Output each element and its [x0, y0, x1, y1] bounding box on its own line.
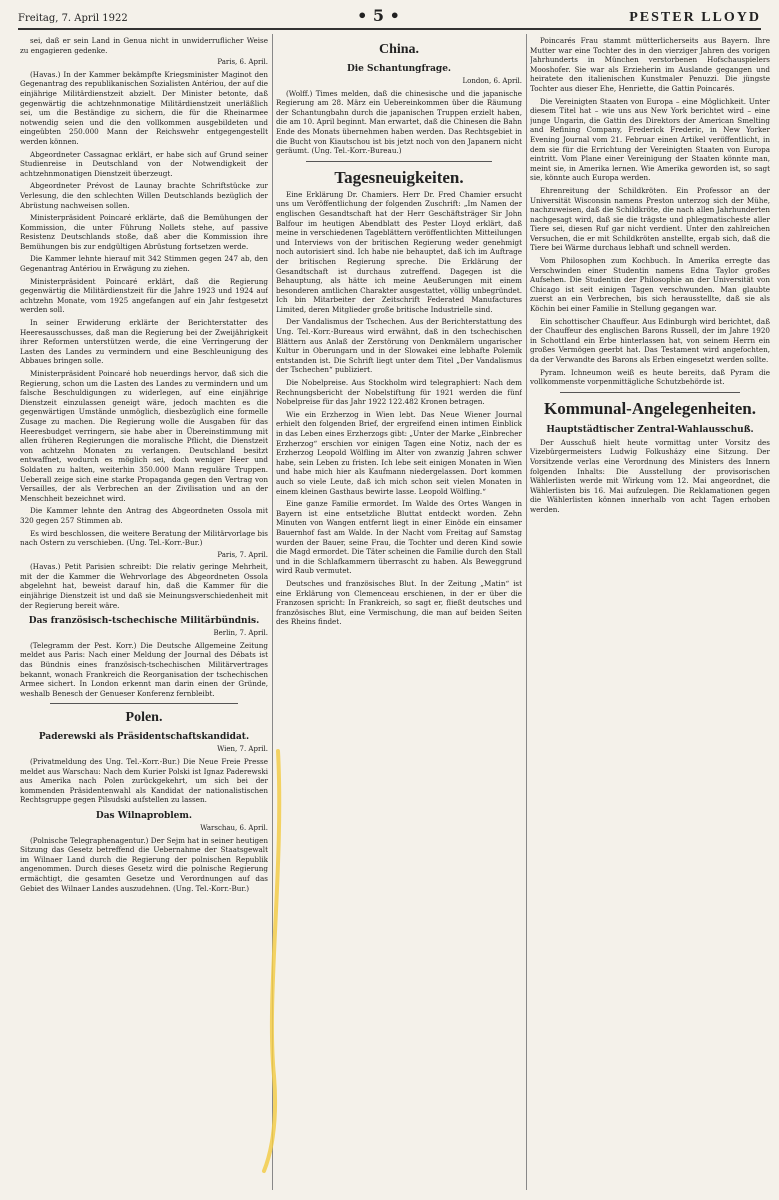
column-3 — [530, 36, 770, 1188]
article-paragraph: (Havas.) Petit Parisien schreibt: Die relativ geringe Mehrheit, mit der die Kammer die Wehrvorlage des Abgeordneten Ossola abgelehnt hat, beweist darauf hin, daß die Kammer für die einjährige Dienstzeit ist und daß sie Meinungsverschiedenheit mit der Regierung bereit wäre. — [20, 562, 268, 610]
article-paragraph: Abgeordneter Prévost de Launay brachte Schriftstücke zur Verlesung, die den schlechten Willen Deutschlands bezüglich der Abrüstung nachweisen sollen. — [20, 181, 268, 210]
article-paragraph: Der Ausschuß hielt heute vormittag unter Vorsitz des Vizebürgermeisters Ludwig Folkusházy eine Sitzung. Der Vorsitzende verlas eine Verordnung des Ministers des Innern folgenden Inhalts: Die Ausstellung der provisorischen Wählerlisten werde mit Wirkung vom 12. Mai angeordnet, die Wählerlisten bis 16. Mai aufzulegen. Die Reklamationen gegen die Wählerlisten können innerhalb von acht Tagen erhoben werden. — [530, 437, 770, 514]
article-paragraph: Ein schottischer Chauffeur. Aus Edinburgh wird berichtet, daß der Chauffeur des englischen Barons Russell, der im Jahre 1920 in Schottland ein Erbe hinterlassen hat, von seinem Herrn ein großes Vermögen geerbt hat. Das Testament wird angefochten, da der Verwandte des Barons als Erben eingesetzt werden sollte. — [530, 316, 770, 364]
article-paragraph: (Havas.) In der Kammer bekämpfte Kriegsminister Maginot den Gegenantrag des republikanischen Sozialisten Antériou, der auf die einjährige Militärdienstzeit abzielt. Der Minister betonte, daß gegenwärtig die achtzehnmonatige Militärdienstzeit unerläßlich sei, um die Beständige zu sichern, die für die Rheinarmee notwendig seien und die den vollkommen ausgebildeten und eingeübten 250.000 Mann der Reichswehr entgegengestellt werden können. — [20, 69, 268, 146]
column-1 — [20, 36, 268, 1188]
article-paragraph: Poincarés Frau stammt mütterlicherseits aus Bayern. Ihre Mutter war eine Tochter des in den vierziger Jahren des vorigen Jahrhunderts in München verstorbenen Hofschauspielers Mooshofer. Sie war als Erzieherin im Auslande gegangen und heiratete den italienischen Kunstmaler Penuzzi. Die jüngste Tochter aus dieser Ehe, Henriette, die Gattin Poincarés. — [530, 36, 770, 93]
section-heading: Die Schantungfrage. — [346, 64, 452, 74]
section-heading: Tagesneuigkeiten. — [334, 167, 464, 187]
article-paragraph: Pyram. Ichneumon weiß es heute bereits, daß Pyram die vollkommenste vorpenmittägliche Schutzbehörde ist. — [530, 367, 770, 387]
article-paragraph: (Privatmeldung des Ung. Tel.-Korr.-Bur.) Die Neue Freie Presse meldet aus Warschau: Nach dem Kurier Polski ist Ignaz Paderewski aus Amerika nach Polen zurückgekehrt, um sich bei der kommenden Präsidentenwahl als Kandidat der nationalistischen Rechtsgruppe gegen Pilsudski aufstellen zu lassen. — [20, 757, 268, 805]
column-rule — [526, 34, 527, 1190]
section-divider — [306, 161, 492, 162]
section-heading: Polen. — [125, 710, 163, 726]
newspaper-page — [8, 6, 771, 1194]
article-paragraph: Deutsches und französisches Blut. In der Zeitung „Matin“ ist eine Erklärung von Clemenceau erschienen, in der er über die Franzosen spricht: In Frankreich, so sagt er, fließt deutsches und französisches Blut, eine Vermischung, die man auf beiden Seiten des Rheins findet. — [276, 578, 522, 627]
section-heading: Paderewski als Präsidentschaftskandidat. — [38, 732, 250, 743]
section-heading: Das französisch-tschechische Militärbündnis. — [28, 616, 260, 627]
article-paragraph: Vom Philosophen zum Kochbuch. In Amerika erregte das Verschwinden einer Studentin namens Edna Taylor großes Aufsehen. Die Studentin der Philosophie an der Universität von Chicago ist seit einigen Tagen verschwunden. Man glaubte zuerst an ein Verbrechen, bis sich herausstellte, daß sie als Köchin bei einer Familie in Stellung gegangen war. — [530, 256, 770, 314]
column-2 — [276, 36, 522, 1188]
article-paragraph: (Wolff.) Times melden, daß die chinesische und die japanische Regierung am 28. März ein Uebereinkommen über die Räumung der Schantungbahn durch die japanischen Truppen erzielt haben, die am 10. April beginnt. Man erwartet, daß die Chinesen die Bahn Ende des Monats übernehmen haben werden. Das Rechtsgebiet in die Bucht von Kiautschou ist bis jetzt noch von den Japanern nicht geräumt. (Ung. Tel.-Korr.-Bureau.) — [276, 88, 522, 156]
issue-date: Freitag, 7. April 1922 — [18, 13, 128, 24]
article-paragraph: Abgeordneter Cassagnac erklärt, er habe sich auf Grund seiner Studienreise in Deutschland von der Notwendigkeit der achtzehnmonatigen Dienstzeit überzeugt. — [20, 149, 268, 178]
article-paragraph: Die Vereinigten Staaten von Europa – eine Möglichkeit. Unter diesem Titel hat – wie uns aus New York berichtet wird – eine junge Ungarin, die Gattin des Direktors der American Smelting and Refining Company, Frederick Frederic, in New Yorker Evening Journal vom 21. Februar einen Artikel veröffentlicht, in dem sie für die Errichtung der Vereinigten Staaten von Europa eintritt. Vom Plane einer Vereinigung der Staaten könnte man, meint sie, in Amerika lernen. Wie Amerika geworden ist, so sagt sie, könnte auch Europa werden. — [530, 96, 770, 183]
newspaper-title: PESTER LLOYD — [629, 10, 761, 25]
article-paragraph: Ministerpräsident Poincaré erklärte, daß die Bemühungen der Kommission, die unter Führung Nollets stehe, auf passive Resistenz Deutschlands stoße, daß aber die Kommission ihre Bemühungen bis zur endgültigen Abrüstung fortsetzen werde. — [20, 213, 268, 251]
article-paragraph: Der Vandalismus der Tschechen. Aus der Berichterstattung des Ung. Tel.-Korr.-Bureaus wird erwähnt, daß in den tschechischen Blättern aus Anlaß der Zerstörung von Denkmälern ungarischer Kultur in Oberungarn und in der Slowakei eine lebhafte Polemik entstanden ist. Die Schrift liegt unter dem Titel „Der Vandalismus der Tschechen“ publiziert. — [276, 317, 522, 375]
article-paragraph: Eine ganze Familie ermordet. Im Walde des Ortes Wangen in Bayern ist eine entsetzliche Bluttat entdeckt worden. Zehn Minuten von Wangen entfernt liegt in einer Einöde ein einsamer Bauernhof fast am Walde. In der Nacht vom Freitag auf Samstag wurden der Bauer, seine Frau, die Tochter und deren Kind sowie die Magd ermordet. Die Täter scheinen die Familie durch den Stall und in die Schlafkammern überrascht zu haben. Als Beweggrund wird Raub vermutet. — [276, 499, 522, 576]
article-paragraph: Die Kammer lehnte hierauf mit 342 Stimmen gegen 247 ab, den Gegenantrag Antériou in Erwägung zu ziehen. — [20, 254, 268, 274]
section-heading: Hauptstädtischer Zentral-Wahlausschuß. — [546, 424, 754, 435]
article-paragraph: Ministerpräsident Poincaré erklärt, daß die Regierung gegenwärtig die Militärdienstzeit für die Jahre 1923 und 1924 auf achtzehn Monate, vom 1925 angefangen auf ein Jahr festgesetzt werden soll. — [20, 276, 268, 315]
section-heading: Kommunal-Angelegenheiten. — [543, 398, 757, 418]
article-paragraph: Wie ein Erzherzog in Wien lebt. Das Neue Wiener Journal erhielt den folgenden Brief, der ergreifend einen intimen Einblick in das Leben eines Erzherzogs gibt: „Unter der Marke „Einbrecher Erzherzog“ erschien vor einigen Tagen eine Notiz, nach der es Erzherzog Leopold Wölfling im Alter von zwanzig Jahren schwer habe, sein Leben zu fristen. Ich lebe seit einigen Monaten in Wien und habe mich hier als Kaufmann niedergelassen. Dort kommen auch so viele Leute, daß ich mich schon seit vielen Monaten in einem kleinen Gasthaus bewirte lasse. Leopold Wölfling.“ — [276, 409, 522, 496]
article-paragraph: Eine Erklärung Dr. Chamiers. Herr Dr. Fred Chamier ersucht uns um Veröffentlichung der folgenden Zuschrift: „Im Namen der englischen Gesandtschaft hat der Herr Geschäftsträger Sir John Balfour im heutigen Abendblatt des Pester Lloyd erklärt, daß meine in verschiedenen Tageblättern veröffentlichten Mitteilungen und Interviews von der britischen Regierung weder genehmigt noch autorisiert sind. Ich habe nie behauptet, daß ich im Auftrage der britischen Regierung spreche. Die Erklärung der Gesandtschaft ist durchaus zutreffend. Dagegen ist die Behauptung, als hätte ich meine Aeußerungen mit einem besonderen amtlichen Charakter ausgestattet, völlig unbegründet. Ich bin Mitarbeiter der Zeitschrift Federated Manufactures Limited, deren Mitglieder große britische Industrielle sind. — [276, 189, 522, 314]
dateline: Berlin, 7. April. — [213, 629, 268, 638]
column-rule — [272, 34, 273, 1190]
section-heading: Das Wilnaproblem. — [95, 810, 193, 821]
section-heading: China. — [378, 42, 420, 57]
article-paragraph: Die Nobelpreise. Aus Stockholm wird telegraphiert: Nach dem Rechnungsbericht der Nobelstiftung für 1921 werden die fünf Nobelpreise für das Jahr 1922 122.482 Kronen betragen. — [276, 378, 522, 407]
page-number: • 5 • — [357, 6, 400, 25]
article-paragraph: Ministerpräsident Poincaré hob neuerdings hervor, daß sich die Regierung, schon um die Lasten des Landes zu vermindern und um falsche Beschuldigungen zu widerlegen, auf eine einjährige Dienstzeit einzulassen geneigt wäre, jedoch machten es die gegenwärtigen Umstände unmöglich, diesbezüglich eine formelle Zusage zu machen. Die Regierung wolle die Ausgaben für das Heeresbudget verringern, sie habe aber in Übereinstimmung mit allen früheren Regierungen die moralische Pflicht, die Dienstzeit von achtzehn Monaten zu verlangen. Deutschland besitzt entwaffnet, wodurch es möglich sei, doch weniger Heer und Soldaten zu halten, weiterhin 350.000 Mann reguläre Truppen. Ueberall zeige sich eine starke Propaganda gegen den Vertrag von Versailles, der als Verbrechen an der Zivilisation und an der Menschheit bezeichnet wird. — [20, 369, 268, 503]
dateline: Paris, 6. April. — [217, 58, 268, 67]
article-paragraph: Die Kammer lehnte den Antrag des Abgeordneten Ossola mit 320 gegen 257 Stimmen ab. — [20, 506, 268, 525]
dateline: Paris, 7. April. — [217, 550, 268, 559]
section-divider — [50, 703, 238, 704]
dateline: London, 6. April. — [462, 77, 522, 85]
dateline: Wien, 7. April. — [217, 745, 268, 754]
article-paragraph: sei, daß er sein Land in Genua nicht in unwiderruflicher Weise zu engagieren gedenke. — [20, 36, 268, 55]
article-paragraph: Es wird beschlossen, die weitere Beratung der Militärvorlage bis nach Ostern zu verschieben. (Ung. Tel.-Korr.-Bur.) — [20, 528, 268, 548]
section-divider — [560, 392, 740, 393]
article-paragraph: In seiner Erwiderung erklärte der Berichterstatter des Heeresausschusses, daß man die Regierung bei der Zweijährigkeit ihrer Reformen unterstützen werde, die eine Verringerung der Lasten des Landes zu vermindern und eine Beschleunigung des Abbaues bringen solle. — [20, 318, 268, 366]
dateline: Warschau, 6. April. — [200, 823, 268, 832]
article-paragraph: (Telegramm der Pest. Korr.) Die Deutsche Allgemeine Zeitung meldet aus Paris: Nach einer Meldung der Journal des Débats ist das Bündnis eines französisch-tschechischen Militärvertrages bekannt, wonach Frankreich die Reorganisation der tschechischen Armee sichert. In London erkennt man darin einen der Gründe, weshalb Benesch der Genueser Konferenz fernbleibt. — [20, 640, 268, 698]
article-paragraph: (Polnische Telegraphenagentur.) Der Sejm hat in seiner heutigen Sitzung das Gesetz betreffend die Uebernahme der Staatsgewalt im Wilnaer Land durch die Regierung der polnischen Republik angenommen. Durch dieses Gesetz wird die polnische Regierung ermächtigt, die gesamten Gesetze und Verordnungen auf das Gebiet des Wilnaer Landes auszudehnen. (Ung. Tel.-Korr.-Bur.) — [20, 835, 268, 893]
masthead — [18, 6, 761, 30]
article-paragraph: Ehrenreitung der Schildkröten. Ein Professor an der Universität Wisconsin namens Preston unterzog sich der Mühe, nachzuweisen, daß die Schildkröte, die nach allen Jahrhunderten nachgesagt wird, daß sie die trägste und phlegmatischeste aller Tiere sei, diesen Ruf gar nicht verdient. Unter den zahlreichen Versuchen, die er mit Schildkröten anstellte, ergab sich, daß die Tiere bei Wärme durchaus lebhaft und schnell werden. — [530, 185, 770, 253]
